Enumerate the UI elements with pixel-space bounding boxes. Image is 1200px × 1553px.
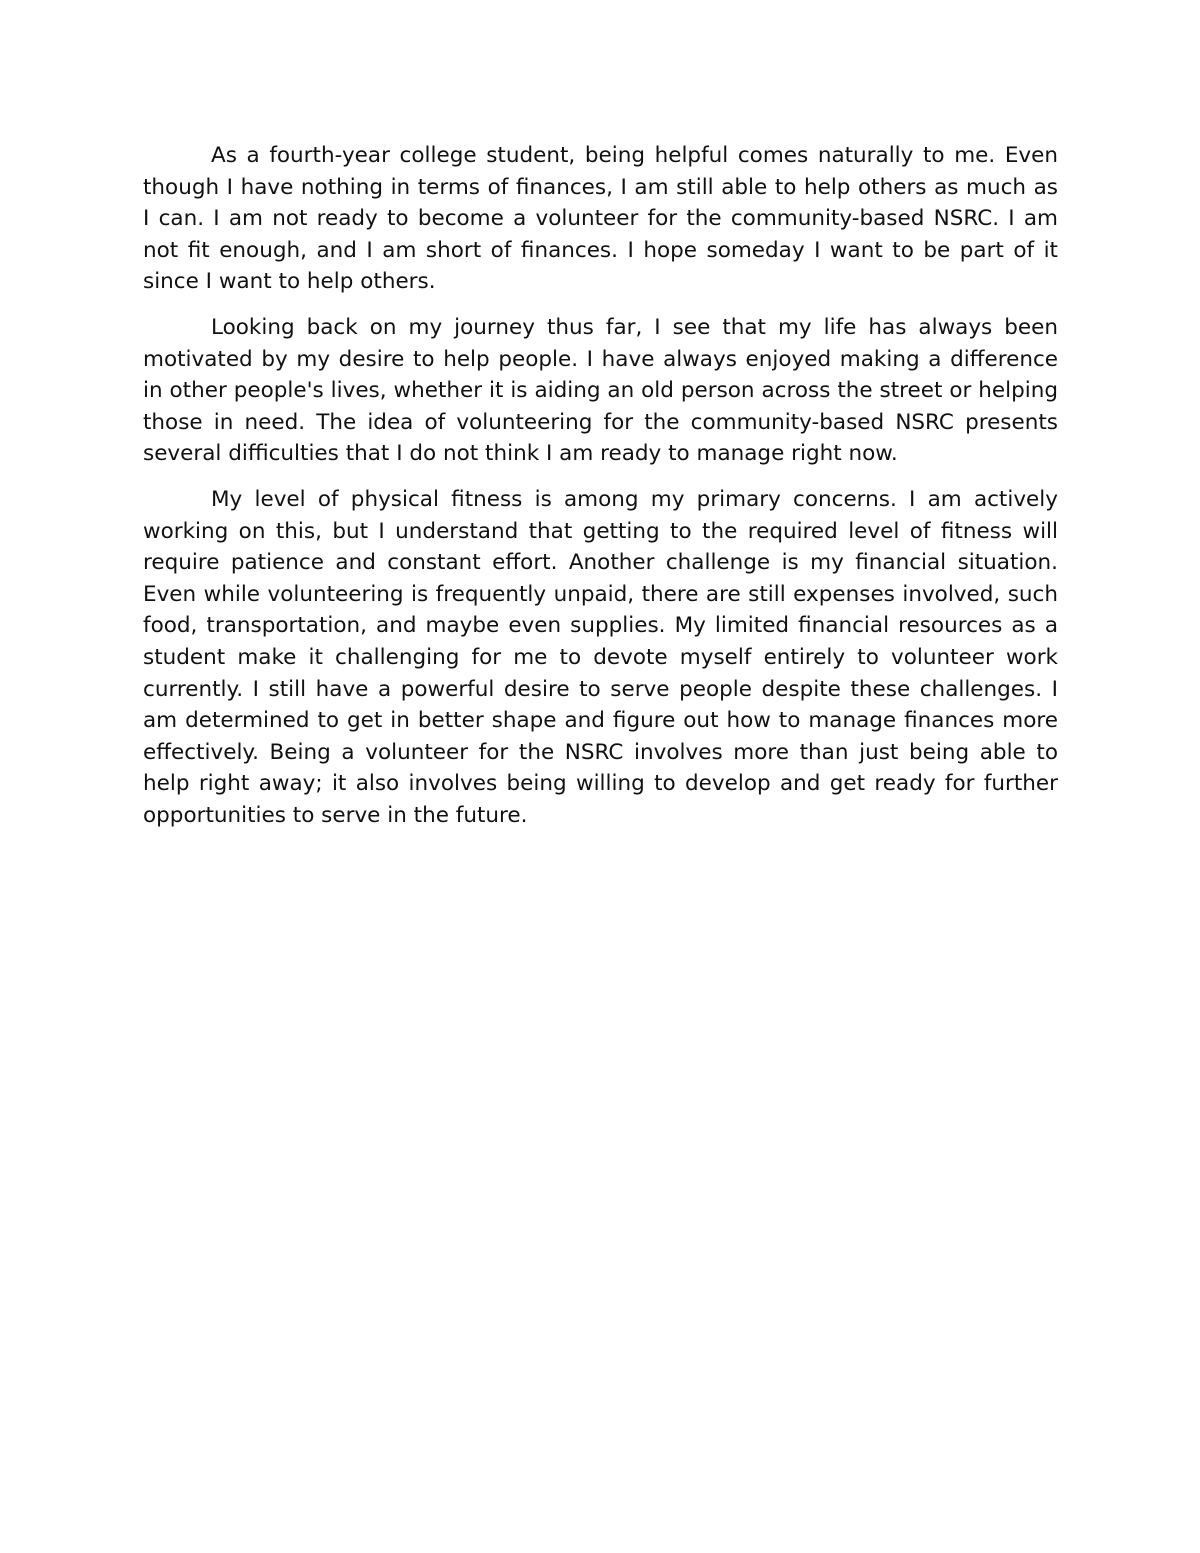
paragraph-2: Looking back on my journey thus far, I see that my life has always been motivated by my desire to help people. I have always enjoyed making a difference in other people's lives, whether it is aiding an old person across the street or helping those in need. The idea of volunteering for the community-based NSRC presents several difficulties that I do not think I am ready to manage right now.	[143, 314, 1058, 467]
paragraph-3: My level of physical fitness is among my primary concerns. I am actively working on this, but I understand that getting to the required level of fitness will require patience and constant effort. Another challenge is my financial situation. Even while volunteering is frequently unpaid, there are still expenses involved, such food, transportation, and maybe even supplies. My limited financial resources as a student make it challenging for me to devote myself entirely to volunteer work currently. I still have a powerful desire to serve people despite these challenges. I am determined to get in better shape and figure out how to manage finances more effectively. Being a volunteer for the NSRC involves more than just being able to help right away; it also involves being willing to develop and get ready for further opportunities to serve in the future.	[143, 486, 1058, 828]
document-body	[143, 140, 1058, 845]
paragraph-1: As a fourth-year college student, being helpful comes naturally to me. Even though I have nothing in terms of finances, I am still able to help others as much as I can. I am not ready to become a volunteer for the community-based NSRC. I am not fit enough, and I am short of finances. I hope someday I want to be part of it since I want to help others.	[143, 143, 1058, 295]
